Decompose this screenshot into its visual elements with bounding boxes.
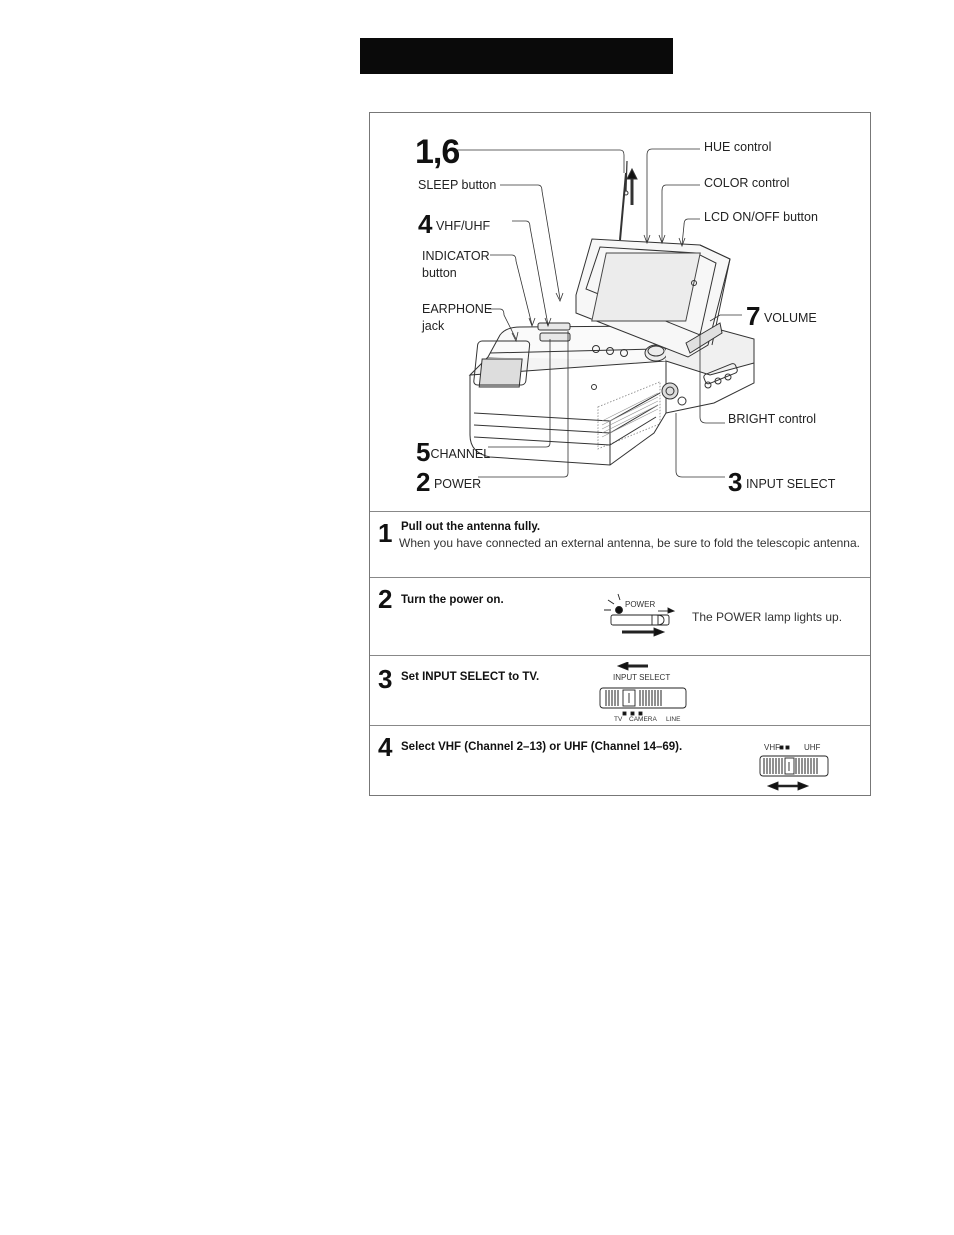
step-text: When you have connected an external antenna, be sure to fold the telescopic antenna. xyxy=(399,536,860,550)
callout-vhf-uhf xyxy=(418,207,490,242)
position-tv: TV xyxy=(614,716,623,723)
callout-label: INPUT SELECT xyxy=(745,477,836,491)
callout-number: 3 xyxy=(728,467,743,497)
step-title: Select VHF (Channel 2–13) or UHF (Channel 14–69). xyxy=(401,741,683,753)
callout-input-select xyxy=(728,465,835,500)
vhf-label: VHF xyxy=(764,743,780,752)
callout-volume xyxy=(746,299,817,334)
input-select-switch-illustration xyxy=(596,662,690,722)
callout-earphone-line2: jack xyxy=(422,319,445,333)
device-diagram xyxy=(370,113,870,511)
instruction-frame xyxy=(369,112,871,796)
header-title-bar xyxy=(360,38,673,74)
step-number: 3 xyxy=(378,664,393,694)
callout-label: VOLUME xyxy=(763,311,817,325)
step-number: 2 xyxy=(378,584,393,614)
callout-power xyxy=(416,465,481,500)
uhf-label: UHF xyxy=(804,743,821,752)
step-4 xyxy=(370,725,870,795)
callout-label: CHANNEL xyxy=(430,447,491,461)
step-number: 1 xyxy=(378,518,393,548)
callout-steps-1-6: 1,6 xyxy=(415,133,460,171)
position-camera: CAMERA xyxy=(629,716,657,723)
callout-number: 4 xyxy=(418,209,433,239)
callout-sleep-button: SLEEP button xyxy=(418,178,497,192)
callout-color-control: COLOR control xyxy=(704,176,790,190)
callout-number: 2 xyxy=(416,467,431,497)
step-title: Set INPUT SELECT to TV. xyxy=(401,671,540,683)
step-2 xyxy=(370,577,870,655)
callout-earphone-line1: EARPHONE xyxy=(422,302,493,316)
step-title: Pull out the antenna fully. xyxy=(401,521,541,533)
power-switch-label: POWER xyxy=(625,600,656,609)
step-note: The POWER lamp lights up. xyxy=(692,610,843,624)
power-switch-illustration xyxy=(598,592,682,638)
callout-hue-control: HUE control xyxy=(704,140,772,154)
callout-label: VHF/UHF xyxy=(435,219,491,233)
callout-lcd-on-off-button: LCD ON/OFF button xyxy=(704,210,818,224)
step-number: 4 xyxy=(378,732,393,762)
callout-number: 5 xyxy=(416,437,431,467)
callout-bright-control: BRIGHT control xyxy=(728,412,816,426)
step-title: Turn the power on. xyxy=(401,594,504,606)
callout-label: POWER xyxy=(433,477,482,491)
position-line: LINE xyxy=(666,716,681,723)
step-3 xyxy=(370,655,870,725)
callout-indicator-line1: INDICATOR xyxy=(422,249,490,263)
input-select-switch-label: INPUT SELECT xyxy=(613,673,671,682)
callout-indicator-line2: button xyxy=(422,266,457,280)
step-1 xyxy=(370,511,870,577)
callout-number: 7 xyxy=(746,301,761,331)
